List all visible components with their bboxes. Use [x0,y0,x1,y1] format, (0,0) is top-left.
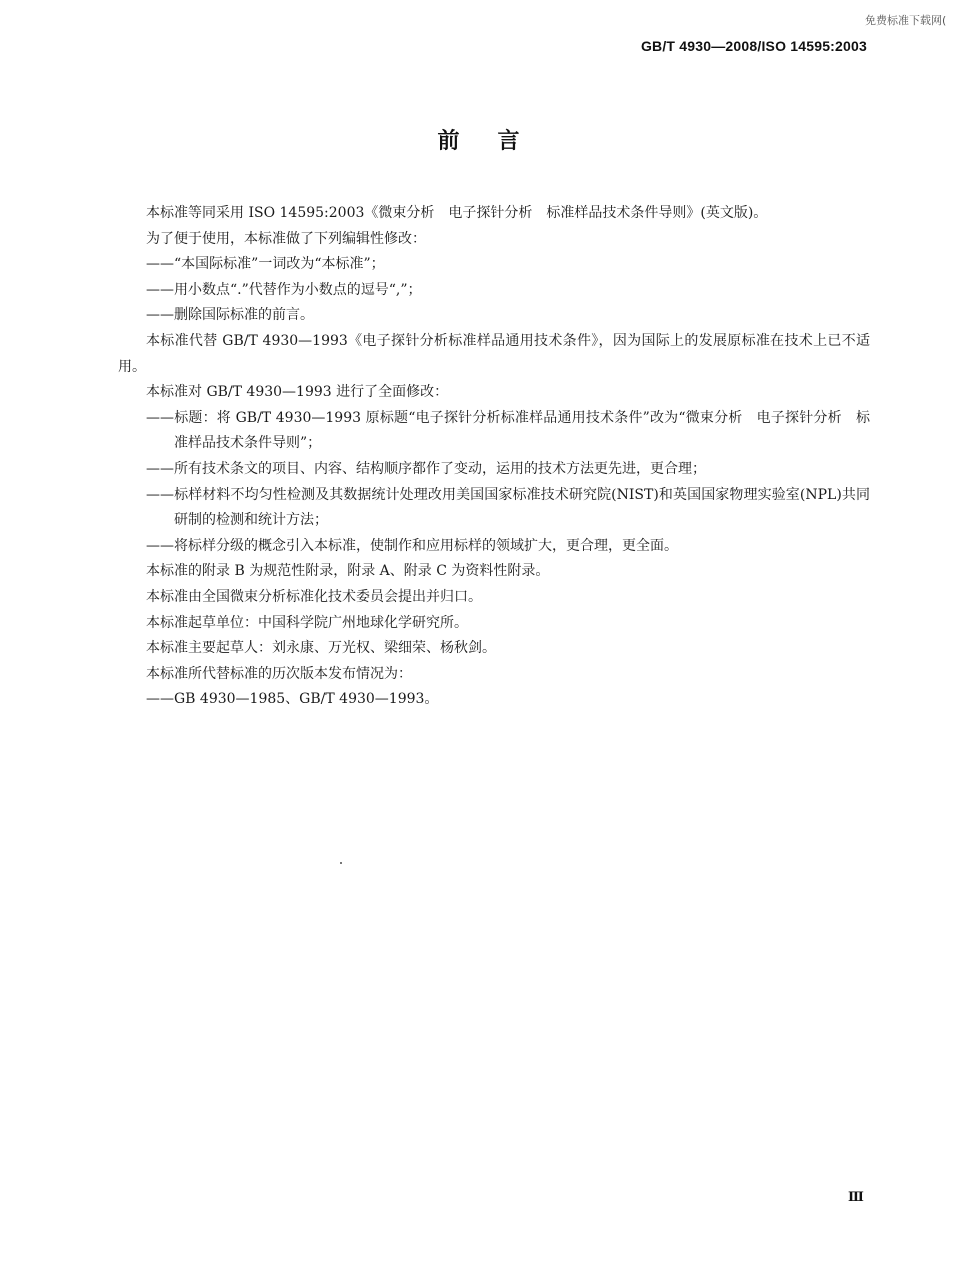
list-item-revision-4: ——将标样分级的概念引入本标准，使制作和应用标样的领域扩大，更合理，更全面。 [146,537,678,554]
page-title: 前言 [437,129,558,154]
paragraph-replaces: 本标准代替 GB/T 4930—1993《电子探针分析标准样品通用技术条件》，因为国际上的发展原标准在技术上已不适用。 [118,332,870,375]
list-item-editorial-1: ——“本国际标准”一词改为“本标准”； [146,256,385,273]
scan-speck [340,862,342,864]
paragraph-adoption: 本标准等同采用 ISO 14595:2003《微束分析 电子探针分析 标准样品技术条件导则》(英文版)。 [146,205,768,221]
paragraph-history-intro: 本标准所代替标准的历次版本发布情况为： [146,665,412,682]
paragraph-editorial-intro: 为了便于使用，本标准做了下列编辑性修改： [146,230,426,247]
page-number: Ⅲ [848,1190,864,1205]
foreword-body [118,201,870,713]
paragraph-drafting-unit: 本标准起草单位：中国科学院广州地球化学研究所。 [146,614,468,631]
paragraph-drafters: 本标准主要起草人：刘永康、万光权、梁细荣、杨秋剑。 [146,640,496,657]
watermark-text: 免费标准下载网( [865,14,947,27]
list-item-editorial-2: ——用小数点“.”代替作为小数点的逗号“,”； [146,281,422,298]
list-item-revision-3: ——标样材料不均匀性检测及其数据统计处理改用美国国家标准技术研究院(NIST)和英国国家物理实验室(NPL)共同研制的检测和统计方法； [146,486,870,529]
paragraph-revision-intro: 本标准对 GB/T 4930—1993 进行了全面修改： [146,384,449,401]
list-item-revision-1: ——标题：将 GB/T 4930—1993 原标题“电子探针分析标准样品通用技术条件”改为“微束分析 电子探针分析 标准样品技术条件导则”； [146,409,870,452]
list-item-editorial-3: ——删除国际标准的前言。 [146,307,314,324]
paragraph-proposer: 本标准由全国微束分析标准化技术委员会提出并归口。 [146,588,482,605]
list-item-revision-2: ——所有技术条文的项目、内容、结构顺序都作了变动，运用的技术方法更先进，更合理； [146,460,706,477]
paragraph-annexes: 本标准的附录 B 为规范性附录，附录 A、附录 C 为资料性附录。 [146,563,550,580]
standard-code-header: GB/T 4930—2008/ISO 14595:2003 [640,38,867,54]
list-item-history: ——GB 4930—1985、GB/T 4930—1993。 [146,691,439,708]
